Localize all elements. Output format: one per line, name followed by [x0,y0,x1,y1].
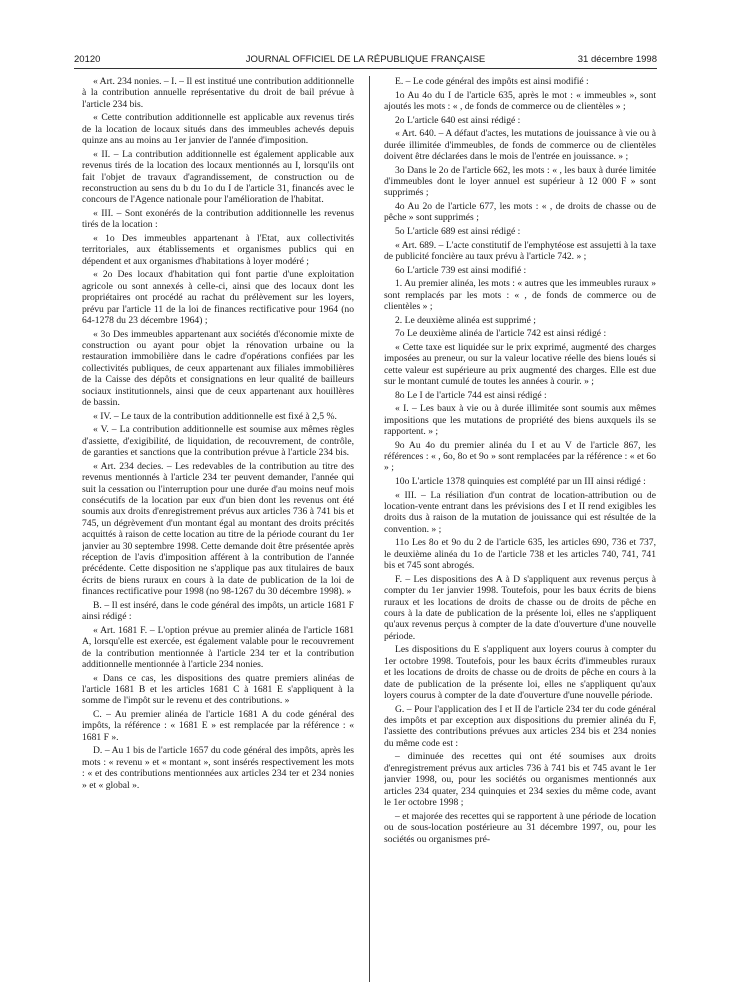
publication-date: 31 décembre 1998 [577,54,657,65]
paragraph: 4o Au 2o de l'article 677, les mots : « , de droits de chasse ou de pêche » sont supprimés ; [384,201,656,224]
journal-title: JOURNAL OFFICIEL DE LA RÉPUBLIQUE FRANÇAISE [245,54,486,65]
paragraph: « III. – La résiliation d'un contrat de location-attribution ou de location-vente entrant dans les prévisions des I et II rend exigibles les droits dus à raison de la mutation de jouissance qui est résultée de la convention. » ; [384,489,656,535]
paragraph: 8o Le I de l'article 744 est ainsi rédigé : [395,389,547,401]
left-column [82,76,354,982]
page-number: 20120 [74,54,101,65]
paragraph: « 2o Des locaux d'habitation qui font partie d'une exploitation agricole ou sont annexés à celle-ci, ainsi que des locaux dont les propriétaires ont procédé au rachat du prélèvement sur les loyers, prévu par l'article 11 de la loi de finances rectificative pour 1964 (no 64-1278 du 23 décembre 1964) ; [82,269,354,327]
paragraph: « II. – La contribution additionnelle est également applicable aux revenus tirés de la location des locaux mentionnés au I, lorsqu'ils ont fait l'objet de travaux d'agrandissement, de construction ou de reconstruction au sens du b du 1o du I de l'article 31, financés avec le concours de l'Agence nationale pour l'amélioration de l'habitat. [82,148,354,206]
paragraph: – diminuée des recettes qui ont été soumises aux droits d'enregistrement prévus aux articles 736 à 741 bis et 745 avant le 1er janvier 1998, ou, pour les sociétés ou organismes mentionnés aux articles 234 quater, 234 quinquies et 234 sexies du même code, avant le 1er octobre 1998 ; [384,751,656,809]
paragraph: E. – Le code général des impôts est ainsi modifié : [395,76,589,87]
paragraph: 5o L'article 689 est ainsi rédigé : [395,226,521,237]
paragraph: « I. – Les baux à vie ou à durée illimitée sont soumis aux mêmes impositions que les mutations de propriété des biens auxquels ils se rapportent. » ; [384,403,656,437]
paragraph: F. – Les dispositions des A à D s'appliquent aux revenus perçus à compter du 1er janvier 1998. Toutefois, pour les baux écrits de biens ruraux et les locations de droits de chasse ou de droits de pêche en cours à la date de publication de la présente loi, elles ne s'appliquent qu'aux revenus perçus à compter de la date d'ouverture d'une nouvelle période. [384,573,656,642]
paragraph: « Art. 234 nonies. – I. – Il est institué une contribution additionnelle à la contribution annuelle représentative du droit de bail prévue à l'article 234 bis. [82,76,354,110]
paragraph: « V. – La contribution additionnelle est soumise aux mêmes règles d'assiette, d'exigibilité, de liquidation, de recouvrement, de contrôle, de garanties et sanctions que la contribution prévue à l'article 234 bis. [82,424,354,459]
paragraph: 6o L'article 739 est ainsi modifié : [395,264,527,276]
paragraph: 10o L'article 1378 quinquies est complété par un III ainsi rédigé : [395,476,646,487]
paragraph: D. – Au 1 bis de l'article 1657 du code général des impôts, après les mots : « revenu » et « montant », sont insérés respectivement les mots : « et des contributions mentionnées aux articles 234 ter et 234 nonies » et « global ». [82,745,354,791]
column-divider [369,76,370,982]
paragraph: « IV. – Le taux de la contribution additionnelle est fixé à 2,5 %. [93,410,337,422]
paragraph: 1o Au 4o du I de l'article 635, après le mot : « immeubles », sont ajoutés les mots : « , de fonds de commerce ou de clientèles » ; [384,89,656,112]
paragraph: 11o Les 8o et 9o du 2 de l'article 635, les articles 690, 736 et 737, le deuxième alinéa du 1o de l'article 738 et les articles 740, 741, 741 bis et 745 sont abrogés. [384,537,656,572]
paragraph: 9o Au 4o du premier alinéa du I et au V de l'article 867, les références : « , 6o, 8o et 9o » sont remplacées par la référence : « et 6o » ; [384,439,656,474]
paragraph: « 3o Des immeubles appartenant aux sociétés d'économie mixte de construction ou ayant pour objet la rénovation urbaine ou la restauration immobilière dans le cadre d'opérations confiées par les collectivités publiques, de ceux appartenant aux filiales immobilières de la Caisse des dépôts et consignations en leur qualité de bailleurs sociaux institutionnels, ainsi que de ceux appartenant aux houillères de bassin. [82,328,354,409]
paragraph: « 1o Des immeubles appartenant à l'Etat, aux collectivités territoriales, aux établissements et organismes publics qui en dépendent et aux organismes d'habitations à loyer modéré ; [82,233,354,267]
paragraph: « III. – Sont exonérés de la contribution additionnelle les revenus tirés de la location : [82,208,354,231]
page-header [74,54,657,68]
paragraph: C. – Au premier alinéa de l'article 1681 A du code général des impôts, la référence : « 1681 E » est remplacée par la référence : « 1681 F ». [82,708,354,743]
header-rule [74,68,657,69]
paragraph: – et majorée des recettes qui se rapportent à une période de location ou de sous-location postérieure au 31 décembre 1997, ou, pour les sociétés ou organismes pré- [384,810,656,845]
paragraph: 7o Le deuxième alinéa de l'article 742 est ainsi rédigé : [395,328,607,340]
paragraph: B. – Il est inséré, dans le code général des impôts, un article 1681 F ainsi rédigé : [82,599,354,623]
paragraph: « Dans ce cas, les dispositions des quatre premiers alinéas de l'article 1681 B et les articles 1681 C à 1681 E s'appliquent à la somme de l'impôt sur le revenu et des contributions. » [82,672,354,707]
paragraph: 2. Le deuxième alinéa est supprimé ; [395,314,536,326]
right-column [384,76,656,982]
paragraph: « Art. 640. – A défaut d'actes, les mutations de jouissance à vie ou à durée illimitée d'immeubles, de fonds de commerce ou de clientèles doivent être déclarées dans le mois de l'entrée en jouissance. » ; [384,128,656,162]
paragraph: « Art. 234 decies. – Les redevables de la contribution au titre des revenus mentionnés à l'article 234 ter peuvent demander, l'année qui suit la cessation ou l'interruption pour une durée d'au moins neuf mois consécutifs de la location par eux d'un bien dont les revenus ont été soumis aux droits d'enregistrement prévus aux articles 736 à 741 bis et 745, un dégrèvement d'un montant égal au montant des droits précités acquittés à raison de cette location au titre de la période courant du 1er janvier au 30 septembre 1998. Cette demande doit être présentée après réception de l'avis d'imposition afférent à la contribution de l'année précédente. Cette disposition ne s'applique pas aux titulaires de baux écrits de biens ruraux en cours à la date de publication de la loi de finances rectificative pour 1998 (no 98-1267 du 30 décembre 1998). » [82,460,354,598]
paragraph: Les dispositions du E s'appliquent aux loyers courus à compter du 1er octobre 1998. Toutefois, pour les baux écrits d'immeubles ruraux et les locations de droits de chasse ou de droits de pêche en cours à la date de publication de la présente loi, elles ne s'appliquent qu'aux loyers courus à compter de la date d'ouverture d'une nouvelle période. [384,644,656,702]
paragraph: 2o L'article 640 est ainsi rédigé : [395,114,521,126]
paragraph: « Art. 1681 F. – L'option prévue au premier alinéa de l'article 1681 A, lorsqu'elle est exercée, est également valable pour le recouvrement de la contribution mentionnée à l'article 234 ter et la contribution additionnelle mentionnée à l'article 234 nonies. [82,624,354,670]
paragraph: « Art. 689. – L'acte constitutif de l'emphytéose est assujetti à la taxe de publicité foncière au taux prévu à l'article 742. » ; [384,239,656,262]
paragraph: G. – Pour l'application des I et II de l'article 234 ter du code général des impôts et par exception aux dispositions du premier alinéa du F, l'assiette des contributions prévues aux articles 234 bis et 234 nonies du même code est : [384,703,656,749]
paragraph: « Cette taxe est liquidée sur le prix exprimé, augmenté des charges imposées au preneur, ou sur la valeur locative réelle des biens loués si cette valeur est supérieure au prix augmenté des charges. Elle est due sur le montant cumulé de toutes les années à courir. » ; [384,341,656,387]
paragraph: « Cette contribution additionnelle est applicable aux revenus tirés de la location de locaux situés dans des immeubles achevés depuis quinze ans au moins au 1er janvier de l'année d'imposition. [82,112,354,147]
paragraph: 3o Dans le 2o de l'article 662, les mots : « , les baux à durée limitée d'immeubles dont le loyer annuel est supérieur à 12 000 F » sont supprimés ; [384,164,656,199]
paragraph: 1. Au premier alinéa, les mots : « autres que les immeubles ruraux » sont remplacés par les mots : « , de fonds de commerce ou de clientèles » ; [384,278,656,312]
